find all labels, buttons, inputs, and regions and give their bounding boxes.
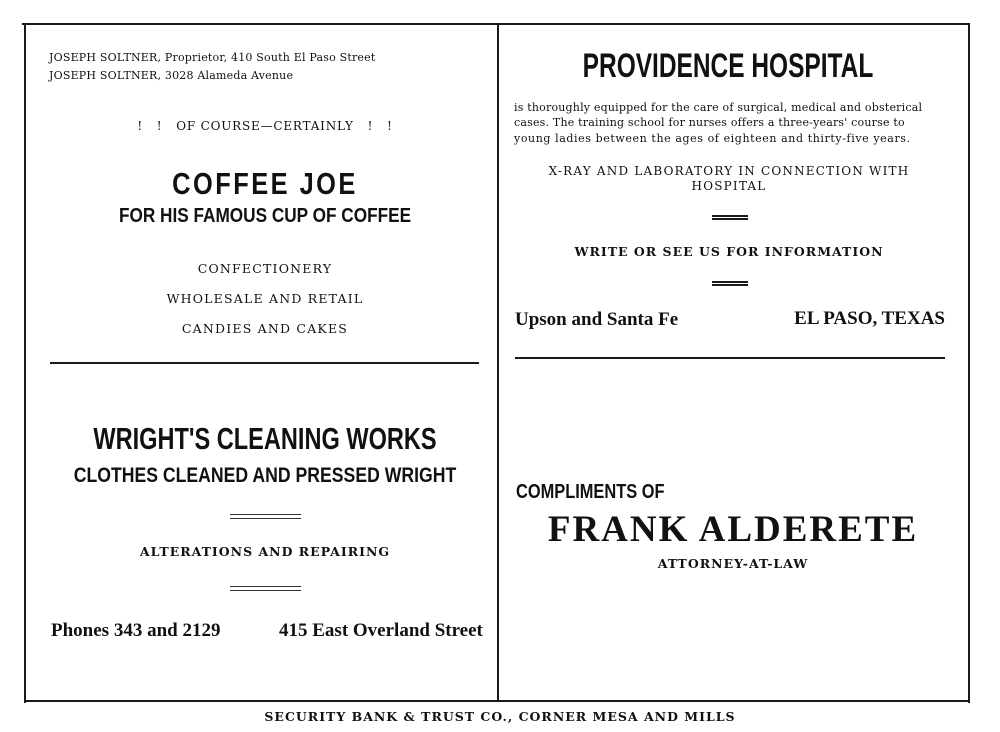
alderete-title: ATTORNEY-AT-LAW bbox=[657, 556, 809, 571]
hospital-rule-bottom bbox=[712, 281, 748, 286]
wrights-address: 415 East Overland Street bbox=[279, 620, 483, 641]
wrights-title: WRIGHT'S CLEANING WORKS bbox=[93, 421, 437, 456]
xray-line1: X-RAY AND LABORATORY IN CONNECTION WITH bbox=[548, 164, 910, 178]
hospital-desc-line3: young ladies between the ages of eighteen and thirty-five years. bbox=[514, 132, 911, 145]
frame-right bbox=[968, 23, 970, 703]
hospital-desc-line2: cases. The training school for nurses offers a three-years' course to bbox=[514, 116, 905, 129]
second-address-line: JOSEPH SOLTNER, 3028 Alameda Avenue bbox=[49, 69, 294, 82]
wholesale-label: WHOLESALE AND RETAIL bbox=[166, 291, 364, 306]
hospital-title: PROVIDENCE HOSPITAL bbox=[582, 47, 874, 85]
proprietor-line: JOSEPH SOLTNER, Proprietor, 410 South El Paso Street bbox=[49, 51, 376, 64]
coffee-joe-title: COFFEE JOE bbox=[172, 166, 358, 201]
write-label: WRITE OR SEE US FOR INFORMATION bbox=[574, 244, 884, 259]
left-section-divider bbox=[50, 362, 479, 364]
alterations-label: ALTERATIONS AND REPAIRING bbox=[139, 544, 391, 559]
hospital-rule-top bbox=[712, 215, 748, 220]
xray-line2: HOSPITAL bbox=[691, 179, 767, 193]
hospital-location: Upson and Santa Fe bbox=[515, 309, 679, 330]
footer-bank-line: SECURITY BANK & TRUST CO., CORNER MESA AND MILLS bbox=[264, 709, 736, 724]
hospital-desc-line1: is thoroughly equipped for the care of surgical, medical and obsterical bbox=[514, 101, 923, 114]
wrights-phones: Phones 343 and 2129 bbox=[51, 620, 221, 641]
candies-label: CANDIES AND CAKES bbox=[181, 321, 349, 336]
right-section-divider bbox=[515, 357, 945, 359]
frame-center-divider bbox=[497, 23, 499, 702]
tagline: ! ! OF COURSE—CERTAINLY ! ! bbox=[137, 119, 393, 133]
frame-top bbox=[22, 23, 970, 25]
hospital-city: EL PASO, TEXAS bbox=[794, 308, 945, 329]
wrights-slogan: CLOTHES CLEANED AND PRESSED WRIGHT bbox=[73, 464, 457, 487]
confectionery-label: CONFECTIONERY bbox=[197, 261, 333, 276]
wrights-ornament-rule-bottom bbox=[230, 586, 301, 591]
coffee-joe-slogan: FOR HIS FAMOUS CUP OF COFFEE bbox=[118, 205, 412, 227]
frame-left bbox=[24, 23, 26, 703]
alderete-name: FRANK ALDERETE bbox=[547, 509, 919, 550]
compliments-label: COMPLIMENTS OF bbox=[516, 481, 665, 503]
wrights-ornament-rule-top bbox=[230, 514, 301, 519]
